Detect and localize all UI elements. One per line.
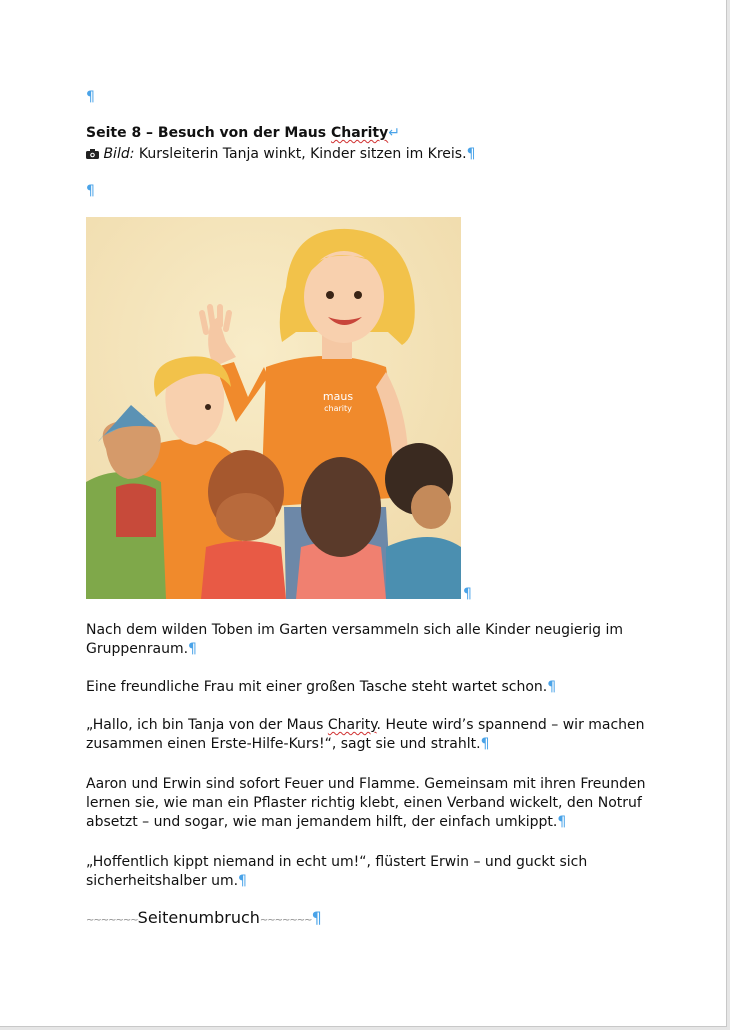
pilcrow-mark: ¶ [238, 873, 247, 889]
image-anchor-mark [463, 585, 472, 603]
pilcrow-mark: ¶ [311, 908, 322, 927]
pilcrow-mark: ¶ [480, 736, 490, 752]
misspelled-charity[interactable]: Charity [327, 717, 377, 733]
caption-text: Kursleiterin Tanja winkt, Kinder sitzen im Kreis. [134, 146, 467, 162]
shirt-logo-subtext: charity [324, 404, 352, 413]
image-caption[interactable] [86, 145, 475, 163]
heading-charity-misspelled[interactable]: Charity [330, 125, 389, 141]
page-break-label: Seitenumbruch [137, 908, 260, 927]
empty-paragraph[interactable] [86, 182, 95, 200]
pilcrow-mark: ¶ [86, 89, 95, 105]
pilcrow-mark: ¶ [547, 679, 557, 695]
heading-label: Seite 8 – Besuch von der [86, 125, 285, 141]
paragraph-5[interactable] [86, 853, 646, 891]
paragraph-4[interactable] [86, 775, 646, 832]
pilcrow-mark: ¶ [463, 586, 472, 602]
pilcrow-mark: ¶ [466, 146, 476, 162]
paragraph-text: Eine freundliche Frau mit einer großen Tasche steht wartet schon. [86, 679, 548, 695]
page-break-marker[interactable] [86, 908, 322, 927]
paragraph-text-start: „Hallo, ich bin Tanja von der Maus [86, 717, 328, 733]
paragraph-text: Nach dem wilden Toben im Garten versammeln sich alle Kinder neugierig im Gruppenraum. [86, 622, 624, 657]
heading-maus: Maus [284, 125, 331, 141]
paragraph-2[interactable] [86, 678, 646, 697]
page-break-dashes-left: ~~~~~~~ [86, 915, 138, 926]
page-heading[interactable] [86, 124, 400, 142]
pilcrow-mark: ¶ [557, 814, 567, 830]
paragraph-1[interactable] [86, 621, 646, 659]
illustration-image[interactable] [86, 217, 461, 599]
shirt-logo-text: maus [322, 390, 354, 403]
paragraph-text: „Hoffentlich kippt niemand in echt um!“, flüstert Erwin – und guckt sich sicherheitshalber um. [86, 854, 588, 889]
page-break-dashes-right: ~~~~~~~ [259, 915, 312, 926]
paragraph-text: Aaron und Erwin sind sofort Feuer und Flamme. Gemeinsam mit ihren Freunden lernen sie, wie man ein Pflaster richtig klebt, einen Verband wickelt, den Notruf absetzt – und sogar, wie man jemandem hilft, der einfach umkippt. [86, 776, 646, 830]
pilcrow-mark: ¶ [86, 183, 95, 199]
camera-icon [86, 146, 99, 156]
paragraph-text-end: . Heute wird’s spannend – wir machen zusammen einen Erste-Hilfe-Kurs!“, sagt sie und strahlt. [86, 717, 645, 752]
empty-paragraph[interactable] [86, 88, 95, 106]
paragraph-3[interactable] [86, 716, 646, 754]
pilcrow-mark: ¶ [188, 641, 197, 657]
caption-label: Bild: [103, 146, 135, 162]
line-break-mark: ↵ [388, 125, 400, 141]
